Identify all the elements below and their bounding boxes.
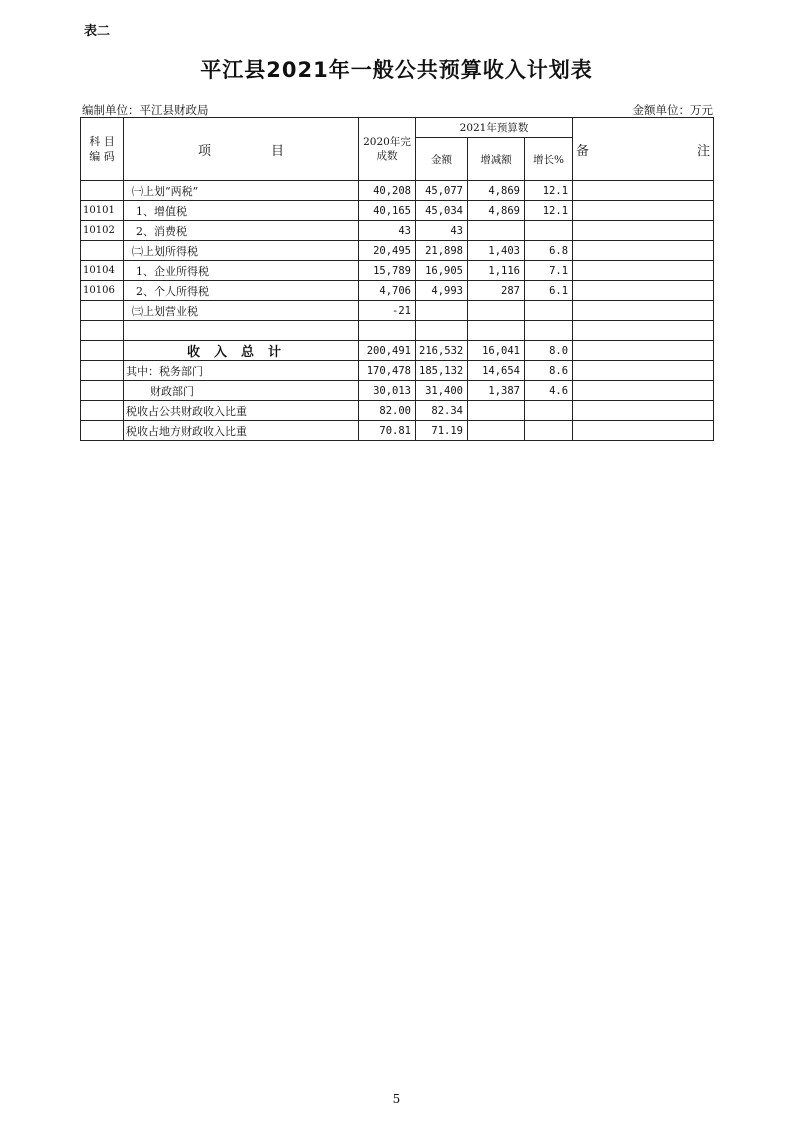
row-note	[573, 261, 714, 281]
row-growth	[525, 321, 573, 341]
row-code	[81, 401, 124, 421]
row-item: 1、增值税	[124, 201, 359, 221]
row-code	[81, 301, 124, 321]
row-change	[468, 421, 525, 441]
row-growth: 12.1	[525, 181, 573, 201]
table-row	[81, 281, 714, 301]
row-code: 10104	[81, 261, 124, 281]
row-growth: 8.6	[525, 361, 573, 381]
row-amount: 45,077	[416, 181, 468, 201]
row-change: 4,869	[468, 181, 525, 201]
header-item-a: 项	[197, 143, 211, 159]
row-prev: 170,478	[359, 361, 416, 381]
row-amount: 45,034	[416, 201, 468, 221]
row-amount: 185,132	[416, 361, 468, 381]
row-note	[573, 221, 714, 241]
row-change	[468, 221, 525, 241]
row-item: 税收占公共财政收入比重	[124, 401, 359, 421]
row-growth: 6.8	[525, 241, 573, 261]
row-growth: 4.6	[525, 381, 573, 401]
row-item: 2、消费税	[124, 221, 359, 241]
page-number: 5	[392, 1092, 401, 1106]
row-prev: -21	[359, 301, 416, 321]
table-row	[81, 201, 714, 221]
table-row	[81, 381, 714, 401]
row-growth: 7.1	[525, 261, 573, 281]
table-row	[81, 241, 714, 261]
row-item: 其中：税务部门	[124, 361, 359, 381]
header-item-b: 目	[271, 143, 285, 159]
compiling-unit: 编制单位：平江县财政局	[82, 103, 209, 117]
table-row	[81, 421, 714, 441]
row-growth	[525, 301, 573, 321]
row-code	[81, 361, 124, 381]
row-item: 2、个人所得税	[124, 281, 359, 301]
row-code	[81, 181, 124, 201]
row-note	[573, 361, 714, 381]
page-title: 平江县2021年一般公共预算收入计划表	[200, 58, 593, 82]
header-code-line1: 科 目	[89, 135, 115, 148]
header-note-b: 注	[697, 143, 711, 159]
header-note	[573, 118, 714, 181]
row-item: 税收占地方财政收入比重	[124, 421, 359, 441]
row-code: 10101	[81, 201, 124, 221]
row-growth: 8.0	[525, 341, 573, 361]
row-change: 4,869	[468, 201, 525, 221]
row-change: 1,403	[468, 241, 525, 261]
table-row	[81, 401, 714, 421]
row-note	[573, 241, 714, 261]
row-prev	[359, 321, 416, 341]
row-change	[468, 301, 525, 321]
row-growth	[525, 221, 573, 241]
row-note	[573, 421, 714, 441]
row-prev: 200,491	[359, 341, 416, 361]
row-code: 10102	[81, 221, 124, 241]
row-item	[124, 321, 359, 341]
row-prev: 70.81	[359, 421, 416, 441]
row-note	[573, 181, 714, 201]
header-code	[81, 118, 124, 181]
row-code	[81, 341, 124, 361]
row-code	[81, 321, 124, 341]
row-prev: 40,165	[359, 201, 416, 221]
header-amount: 金额	[416, 138, 468, 181]
row-amount	[416, 301, 468, 321]
row-amount: 4,993	[416, 281, 468, 301]
row-note	[573, 201, 714, 221]
row-code	[81, 241, 124, 261]
row-amount: 16,905	[416, 261, 468, 281]
row-amount: 31,400	[416, 381, 468, 401]
row-item: ㈢上划营业税	[124, 301, 359, 321]
row-change	[468, 401, 525, 421]
row-growth: 12.1	[525, 201, 573, 221]
table-row	[81, 261, 714, 281]
row-note	[573, 341, 714, 361]
table-row-total	[81, 341, 714, 361]
table-row	[81, 321, 714, 341]
header-item	[124, 118, 359, 181]
row-growth	[525, 421, 573, 441]
row-note	[573, 381, 714, 401]
corner-label: 表二	[84, 24, 111, 39]
row-amount: 43	[416, 221, 468, 241]
row-prev: 82.00	[359, 401, 416, 421]
row-change: 14,654	[468, 361, 525, 381]
row-note	[573, 301, 714, 321]
row-amount: 71.19	[416, 421, 468, 441]
header-prev-line1: 2020年完	[363, 136, 411, 148]
row-amount	[416, 321, 468, 341]
row-code	[81, 381, 124, 401]
row-amount: 82.34	[416, 401, 468, 421]
row-note	[573, 401, 714, 421]
header-growth: 增长%	[525, 138, 573, 181]
row-prev: 15,789	[359, 261, 416, 281]
table-row	[81, 221, 714, 241]
row-prev: 20,495	[359, 241, 416, 261]
header-note-a: 备	[576, 143, 590, 159]
row-item: ㈠上划“两税”	[124, 181, 359, 201]
budget-table	[80, 117, 714, 441]
header-change: 增减额	[468, 138, 525, 181]
row-item: 1、企业所得税	[124, 261, 359, 281]
row-change: 1,116	[468, 261, 525, 281]
table-row	[81, 361, 714, 381]
row-prev: 40,208	[359, 181, 416, 201]
table-row	[81, 181, 714, 201]
row-growth: 6.1	[525, 281, 573, 301]
row-note	[573, 281, 714, 301]
header-budget-group: 2021年预算数	[416, 118, 573, 138]
row-amount: 21,898	[416, 241, 468, 261]
row-item: ㈡上划所得税	[124, 241, 359, 261]
row-change: 16,041	[468, 341, 525, 361]
row-note	[573, 321, 714, 341]
row-change: 1,387	[468, 381, 525, 401]
row-prev: 30,013	[359, 381, 416, 401]
header-prev	[359, 118, 416, 181]
row-item-total: 收入总计	[124, 341, 359, 361]
row-code: 10106	[81, 281, 124, 301]
table-row	[81, 301, 714, 321]
amount-unit: 金额单位：万元	[632, 103, 713, 117]
row-prev: 43	[359, 221, 416, 241]
row-change: 287	[468, 281, 525, 301]
row-change	[468, 321, 525, 341]
row-amount: 216,532	[416, 341, 468, 361]
row-item: 财政部门	[124, 381, 359, 401]
header-prev-line2: 成数	[376, 150, 398, 162]
header-code-line2: 编 码	[89, 150, 115, 163]
row-growth	[525, 401, 573, 421]
row-prev: 4,706	[359, 281, 416, 301]
row-code	[81, 421, 124, 441]
